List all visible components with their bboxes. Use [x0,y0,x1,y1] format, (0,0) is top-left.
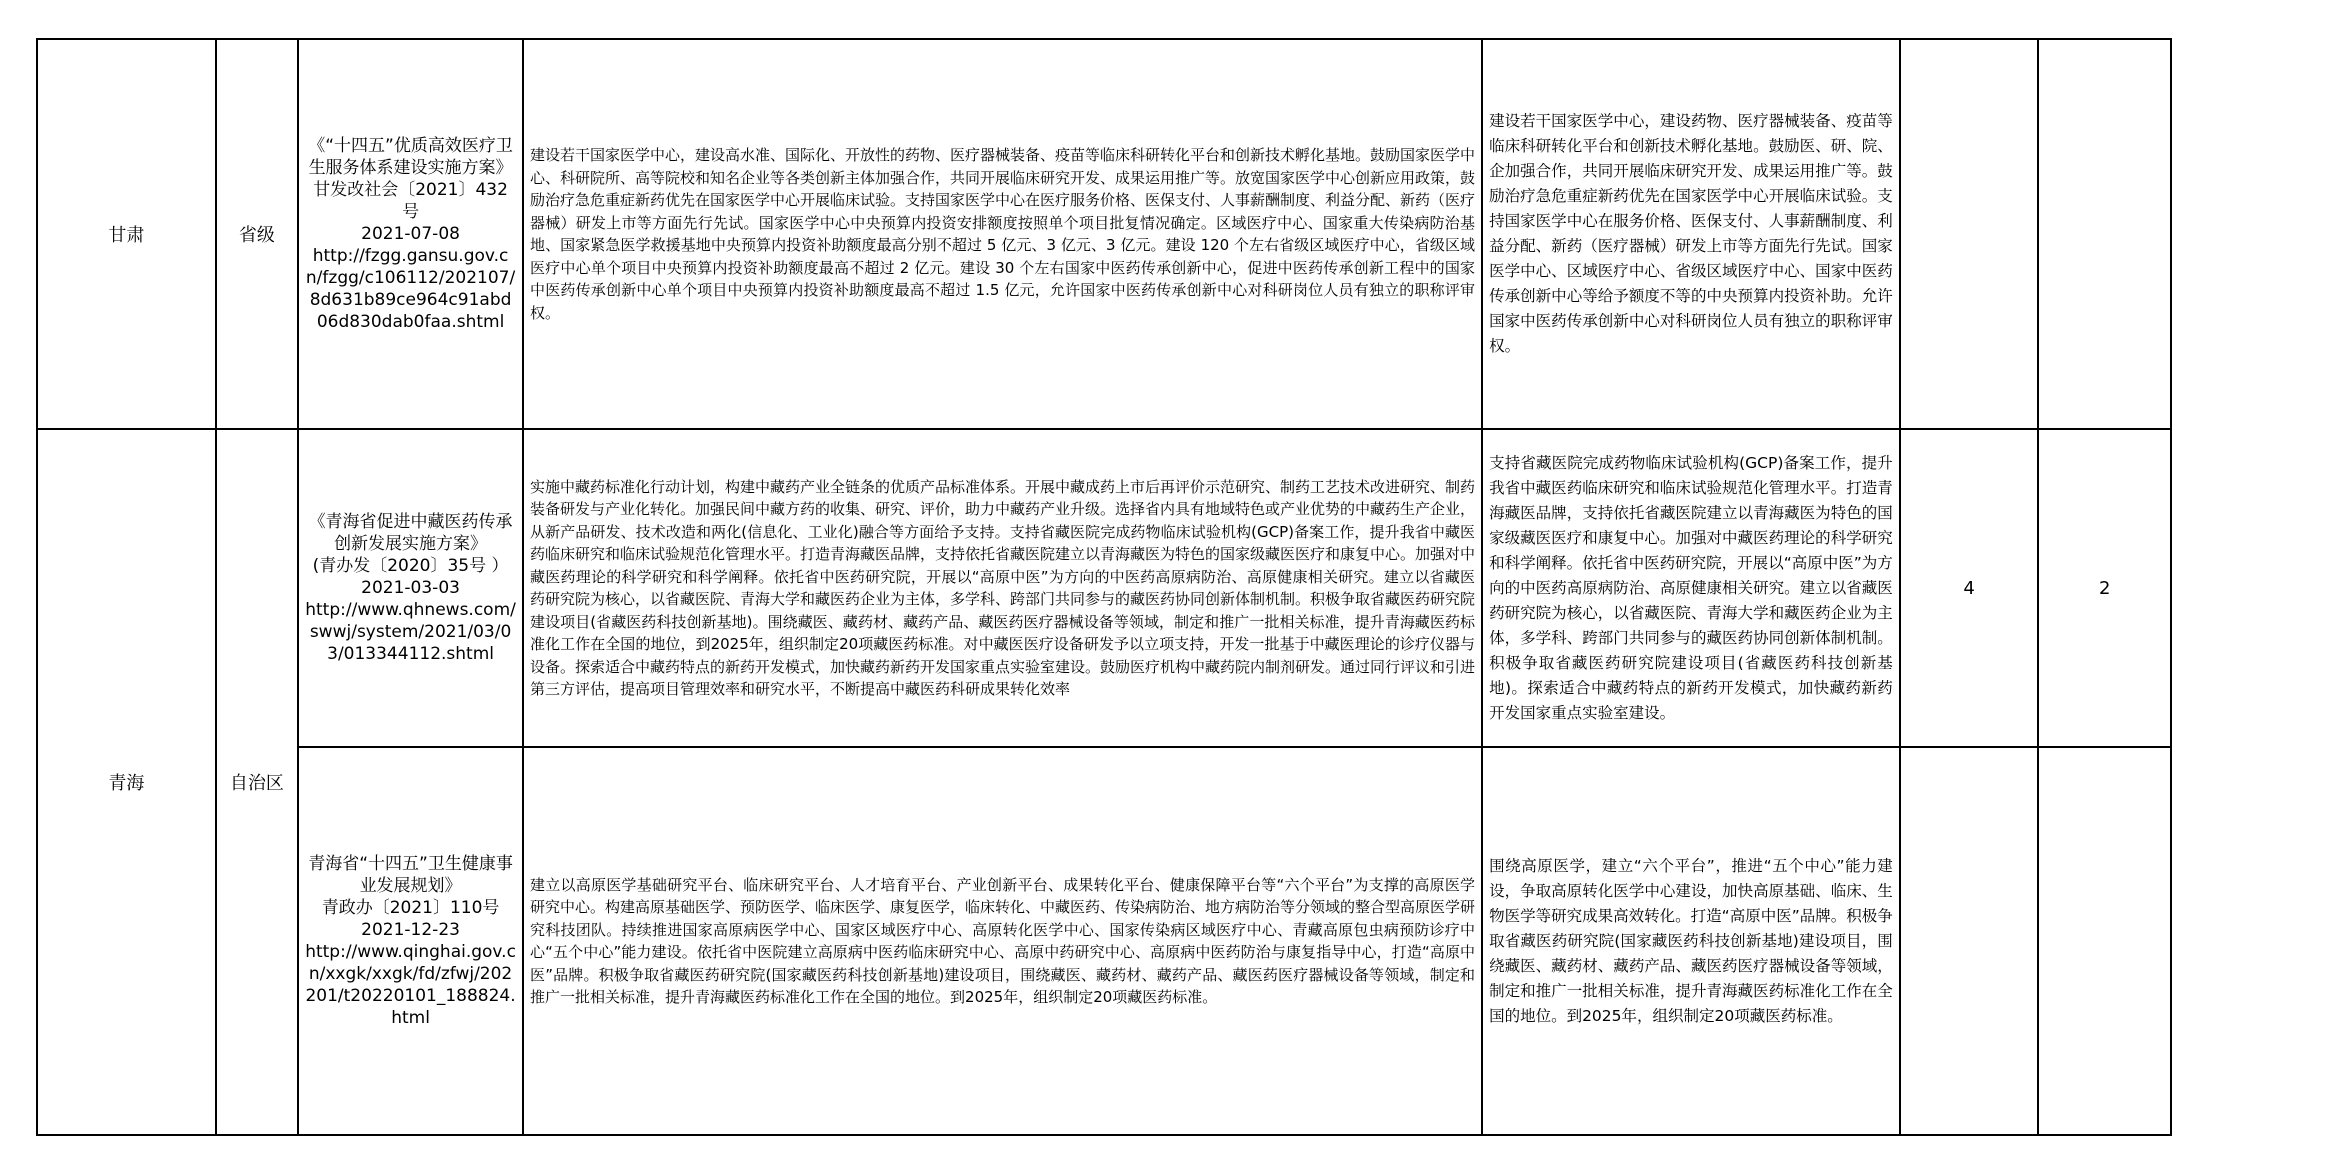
count-cell-1: 4 [1900,429,2039,747]
count-cell-1 [1900,747,2039,1135]
document-url: http://www.qhnews.com/swwj/system/2021/03/03/013344112.shtml [305,600,516,664]
count-cell-2: 2 [2038,429,2171,747]
document-title: 《青海省促进中藏医药传承创新发展实施方案》 [308,512,513,554]
document-date: 2021-07-08 [361,224,460,244]
key-points-cell: 支持省藏医院完成药物临床试验机构(GCP)备案工作，提升我省中藏医药临床研究和临床试验规范化管理水平。打造青海藏医品牌，支持依托省藏医院建立以青海藏医为特色的国家级藏医医疗和康复中心。加强对中藏医药理论的科学研究和科学阐释。依托省中医药研究院，开展以“高原中医”为方向的中医药高原病防治、高原健康相关研究。建立以省藏医药研究院为核心，以省藏医院、青海大学和藏医药企业为主体，多学科、跨部门共同参与的藏医药协同创新体制机制。积极争取省藏医药研究院建设项目(省藏医药科技创新基地)。探索适合中藏药特点的新药开发模式，加快藏药新药开发国家重点实验室建设。 [1482,429,1900,747]
document-number: 青政办〔2021〕110号 [321,898,500,918]
count-cell-2 [2038,747,2171,1135]
document-url: http://fzgg.gansu.gov.cn/fzgg/c106112/202107/8d631b89ce964c91abd06d830dab0faa.shtml [305,246,516,332]
document-title: 青海省“十四五”卫生健康事业发展规划》 [308,854,513,896]
policy-content-cell: 实施中藏药标准化行动计划，构建中藏药产业全链条的优质产品标准体系。开展中藏成药上市后再评价示范研究、制药工艺技术改进研究、制药装备研发与产业化转化。加强民间中藏方药的收集、研究、评价，助力中藏药产业升级。选择省内具有地域特色或产业优势的中藏药生产企业，从新产品研发、技术改造和两化(信息化、工业化)融合等方面给予支持。支持省藏医院完成药物临床试验机构(GCP)备案工作，提升我省中藏医药临床研究和临床试验规范化管理水平。打造青海藏医品牌，支持依托省藏医院建立以青海藏医为特色的国家级藏医医疗和康复中心。加强对中藏医药理论的科学研究和科学阐释。依托省中医药研究院，开展以“高原中医”为方向的中医药高原病防治、高原健康相关研究。建立以省藏医药研究院为核心，以省藏医院、青海大学和藏医药企业为主体，多学科、跨部门共同参与的藏医药协同创新体制机制。积极争取省藏医药研究院建设项目(省藏医药科技创新基地)。围绕藏医、藏药材、藏药产品、藏医药医疗器械设备等领域，制定和推广一批相关标准，提升青海藏医药标准化工作在全国的地位，到2025年，组织制定20项藏医药标准。对中藏医医疗设备研发予以立项支持，开发一批基于中藏医理论的诊疗仪器与设备。探索适合中藏药特点的新药开发模式，加快藏药新药开发国家重点实验室建设。鼓励医疗机构中藏药院内制剂研发。通过同行评议和引进第三方评估，提高项目管理效率和研究水平，不断提高中藏医药科研成果转化效率 [523,429,1482,747]
table-row-qinghai-2 [37,747,2171,1135]
key-points-cell: 建设若干国家医学中心，建设药物、医疗器械装备、疫苗等临床科研转化平台和创新技术孵化基地。鼓励医、研、院、企加强合作，共同开展临床研究开发、成果运用推广等。鼓励治疗急危重症新药优先在国家医学中心开展临床试验。支持国家医学中心在服务价格、医保支付、人事薪酬制度、利益分配、新药（医疗器械）研发上市等方面先行先试。国家医学中心、区域医疗中心、省级区域医疗中心、国家中医药传承创新中心等给予额度不等的中央预算内投资补助。允许国家中医药传承创新中心对科研岗位人员有独立的职称评审权。 [1482,39,1900,429]
document-url: http://www.qinghai.gov.cn/xxgk/xxgk/fd/zfwj/202201/t20220101_188824.html [305,942,516,1028]
document-cell [298,747,523,1135]
key-points-cell: 围绕高原医学，建立“六个平台”，推进“五个中心”能力建设，争取高原转化医学中心建设，加快高原基础、临床、生物医学等研究成果高效转化。打造“高原中医”品牌。积极争取省藏医药研究院(国家藏医药科技创新基地)建设项目，围绕藏医、藏药材、藏药产品、藏医药医疗器械设备等领域，制定和推广一批相关标准，提升青海藏医药标准化工作在全国的地位。到2025年，组织制定20项藏医药标准。 [1482,747,1900,1135]
document-number: (青办发〔2020〕35号 ） [312,556,509,576]
document-cell [298,39,523,429]
table-row-qinghai-1 [37,429,2171,747]
region-cell: 青海 [37,429,216,1135]
count-cell-2 [2038,39,2171,429]
region-cell: 甘肃 [37,39,216,429]
table-row-gansu [37,39,2171,429]
policy-content-cell: 建立以高原医学基础研究平台、临床研究平台、人才培育平台、产业创新平台、成果转化平台、健康保障平台等“六个平台”为支撑的高原医学研究中心。构建高原基础医学、预防医学、临床医学、康复医学，临床转化、中藏医药、传染病防治、地方病防治等分领域的整合型高原医学研究科技团队。持续推进国家高原病医学中心、国家区域医疗中心、高原转化医学中心、国家传染病区域医疗中心、青藏高原包虫病预防诊疗中心“五个中心”能力建设。依托省中医院建立高原病中医药临床研究中心、高原中药研究中心、高原病中医药防治与康复指导中心，打造“高原中医”品牌。积极争取省藏医药研究院(国家藏医药科技创新基地)建设项目，围绕藏医、藏药材、藏药产品、藏医药医疗器械设备等领域，制定和推广一批相关标准，提升青海藏医药标准化工作在全国的地位。到2025年，组织制定20项藏医药标准。 [523,747,1482,1135]
document-date: 2021-03-03 [361,578,460,598]
document-number: 甘发改社会〔2021〕432号 [313,180,508,222]
document-cell [298,429,523,747]
count-cell-1 [1900,39,2039,429]
policy-table [36,38,2172,1136]
document-title: 《“十四五”优质高效医疗卫生服务体系建设实施方案》 [308,136,513,178]
level-cell: 省级 [216,39,298,429]
level-cell: 自治区 [216,429,298,1135]
policy-content-cell: 建设若干国家医学中心，建设高水准、国际化、开放性的药物、医疗器械装备、疫苗等临床科研转化平台和创新技术孵化基地。鼓励国家医学中心、科研院所、高等院校和知名企业等各类创新主体加强合作，共同开展临床研究开发、成果运用推广等。放宽国家医学中心创新应用政策，鼓励治疗急危重症新药优先在国家医学中心开展临床试验。支持国家医学中心在医疗服务价格、医保支付、人事薪酬制度、利益分配、新药（医疗器械）研发上市等方面先行先试。国家医学中心中央预算内投资安排额度按照单个项目批复情况确定。区域医疗中心、国家重大传染病防治基地、国家紧急医学救援基地中央预算内投资补助额度最高分别不超过 5 亿元、3 亿元、3 亿元。建设 120 个左右省级区域医疗中心，省级区域医疗中心单个项目中央预算内投资补助额度最高不超过 2 亿元。建设 30 个左右国家中医药传承创新中心，促进中医药传承创新工程中的国家中医药传承创新中心单个项目中央预算内投资补助额度最高不超过 1.5 亿元，允许国家中医药传承创新中心对科研岗位人员有独立的职称评审权。 [523,39,1482,429]
document-date: 2021-12-23 [361,920,460,940]
